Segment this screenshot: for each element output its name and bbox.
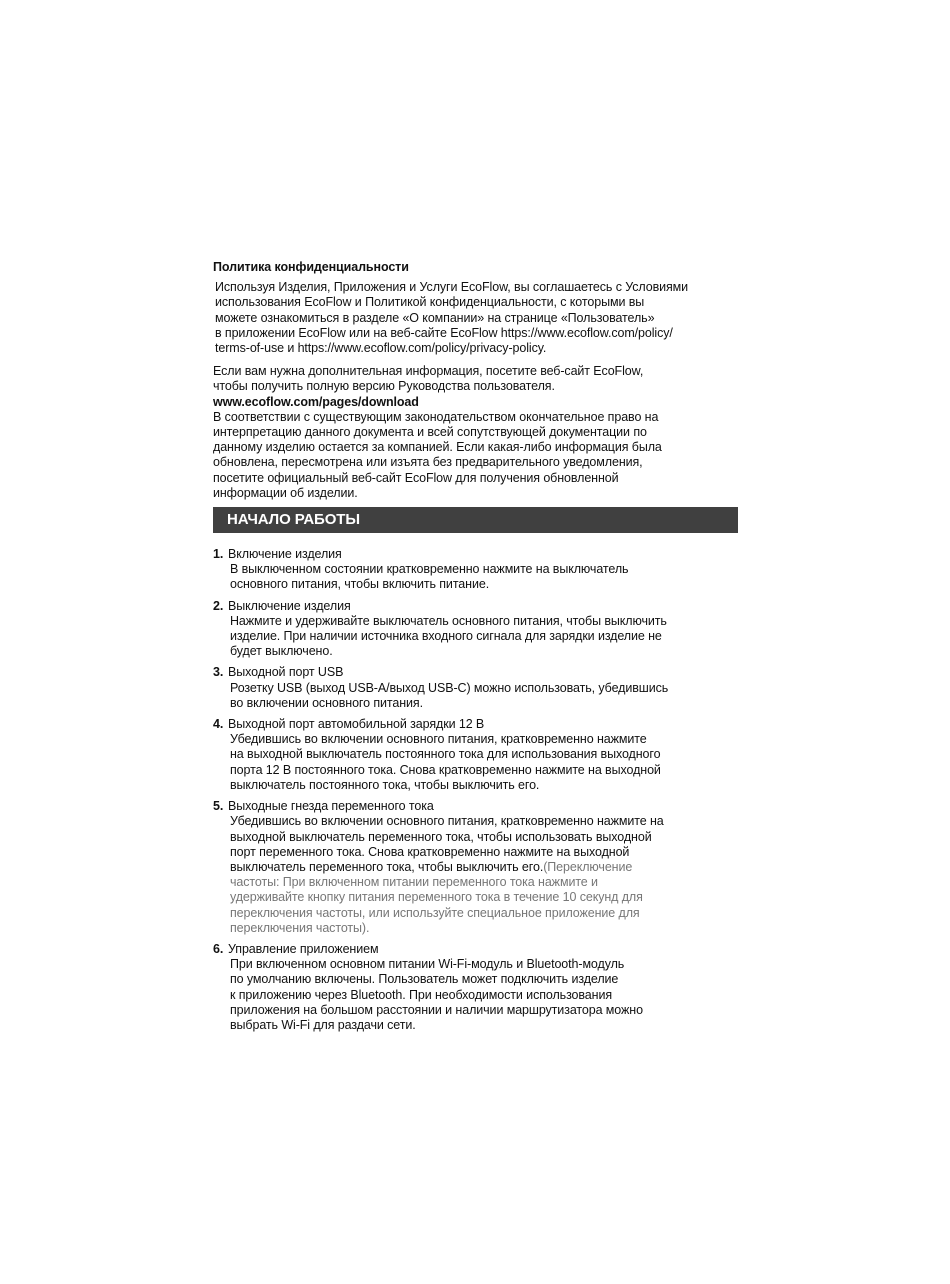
- step-item: [213, 599, 743, 660]
- step-item: [213, 799, 743, 936]
- step-line: Убедившись во включении основного питания, кратковременно нажмите на: [230, 814, 664, 829]
- step-title-text: Выходной порт USB: [228, 665, 344, 680]
- step-item: [213, 717, 743, 793]
- step-line: выбрать Wi-Fi для раздачи сети.: [230, 1017, 416, 1032]
- step-note-line: частоты: При включенном питании переменного тока нажмите и: [230, 875, 598, 890]
- step-line: будет выключено.: [230, 644, 333, 659]
- legal-line: посетите официальный веб-сайт EcoFlow для получения обновленной: [213, 470, 619, 485]
- step-title: [213, 717, 743, 732]
- step-line: Розетку USB (выход USB-A/выход USB-C) можно использовать, убедившись: [230, 680, 669, 695]
- step-line: к приложению через Bluetooth. При необходимости использования: [230, 987, 613, 1002]
- step-note-line: переключения частоты, или используйте специальное приложение для: [230, 905, 640, 920]
- step-title: [213, 599, 743, 614]
- step-item: [213, 665, 743, 711]
- privacy-line: Используя Изделия, Приложения и Услуги EcoFlow, вы соглашаетесь с Условиями: [215, 280, 689, 295]
- download-link[interactable]: www.ecoflow.com/pages/download: [213, 394, 419, 409]
- step-line: изделие. При наличии источника входного сигнала для зарядки изделие не: [230, 629, 662, 644]
- step-line-text: выключатель переменного тока, чтобы выключить его.: [230, 859, 544, 874]
- privacy-line: использования EcoFlow и Политикой конфиденциальности, с которыми вы: [215, 295, 645, 310]
- legal-line: В соответствии с существующим законодательством окончательное право на: [213, 409, 659, 424]
- step-line: выключатель постоянного тока, чтобы выключить его.: [230, 777, 540, 792]
- step-title: [213, 799, 743, 814]
- legal-line: данному изделию остается за компанией. Если какая-либо информация была: [213, 440, 662, 455]
- document-page: [213, 260, 743, 1039]
- legal-line: информации об изделии.: [213, 485, 358, 500]
- step-body: [213, 681, 743, 711]
- privacy-line: можете ознакомиться в разделе «О компании» на странице «Пользователь»: [215, 310, 655, 325]
- step-title-text: Управление приложением: [228, 941, 379, 956]
- privacy-paragraph: [213, 280, 743, 356]
- legal-line: интерпретацию данного документа и всей сопутствующей документации по: [213, 425, 647, 440]
- step-number: 2.: [213, 598, 224, 613]
- step-body: [213, 957, 743, 1033]
- step-line: Убедившись во включении основного питания, кратковременно нажмите: [230, 732, 647, 747]
- step-title-text: Выключение изделия: [228, 598, 351, 613]
- info-line: чтобы получить полную версию Руководства пользователя.: [213, 379, 555, 394]
- step-number: 3.: [213, 665, 224, 680]
- info-line: Если вам нужна дополнительная информация, посетите веб-сайт EcoFlow,: [213, 364, 644, 379]
- step-line: При включенном основном питании Wi-Fi-модуль и Bluetooth-модуль: [230, 957, 625, 972]
- step-line: на выходной выключатель постоянного тока для использования выходного: [230, 747, 661, 762]
- section-title: НАЧАЛО РАБОТЫ: [227, 511, 360, 529]
- step-line: во включении основного питания.: [230, 695, 423, 710]
- step-body: [213, 732, 743, 793]
- privacy-line: terms-of-use и https://www.ecoflow.com/policy/privacy-policy.: [215, 341, 547, 356]
- step-line: основного питания, чтобы включить питание.: [230, 577, 490, 592]
- privacy-line: в приложении EcoFlow или на веб-сайте EcoFlow https://www.ecoflow.com/policy/: [215, 325, 673, 340]
- info-paragraph: [213, 364, 743, 410]
- step-number: 6.: [213, 941, 224, 956]
- legal-line: обновлена, пересмотрена или изъята без предварительного уведомления,: [213, 455, 643, 470]
- step-body: [213, 614, 743, 660]
- step-number: 1.: [213, 547, 224, 562]
- step-line: по умолчанию включены. Пользователь может подключить изделие: [230, 972, 619, 987]
- step-line: Нажмите и удерживайте выключатель основного питания, чтобы выключить: [230, 613, 667, 628]
- step-number: 4.: [213, 717, 224, 732]
- step-item: [213, 547, 743, 593]
- privacy-heading: Политика конфиденциальности: [213, 260, 409, 274]
- step-title: [213, 942, 743, 957]
- step-title-text: Выходной порт автомобильной зарядки 12 В: [228, 717, 485, 732]
- step-item: [213, 942, 743, 1033]
- step-body: [213, 562, 743, 592]
- step-note-line: удерживайте кнопку питания переменного тока в течение 10 секунд для: [230, 890, 643, 905]
- step-line: выходной выключатель переменного тока, чтобы использовать выходной: [230, 829, 652, 844]
- steps-list: [213, 547, 743, 1033]
- step-title: [213, 665, 743, 680]
- step-line-mixed: [230, 860, 743, 875]
- step-title-text: Включение изделия: [228, 547, 342, 562]
- step-title-text: Выходные гнезда переменного тока: [228, 799, 434, 814]
- step-body: [213, 814, 743, 936]
- step-line: В выключенном состоянии кратковременно нажмите на выключатель: [230, 562, 629, 577]
- section-banner: [213, 507, 738, 533]
- step-line: порт переменного тока. Снова кратковременно нажмите на выходной: [230, 844, 630, 859]
- step-number: 5.: [213, 799, 224, 814]
- step-line: порта 12 В постоянного тока. Снова кратковременно нажмите на выходной: [230, 762, 661, 777]
- step-note-start: (Переключение: [543, 859, 633, 874]
- step-title: [213, 547, 743, 562]
- legal-paragraph: [213, 410, 743, 501]
- step-line: приложения на большом расстоянии и наличии маршрутизатора можно: [230, 1002, 643, 1017]
- step-note-line: переключения частоты).: [230, 920, 370, 935]
